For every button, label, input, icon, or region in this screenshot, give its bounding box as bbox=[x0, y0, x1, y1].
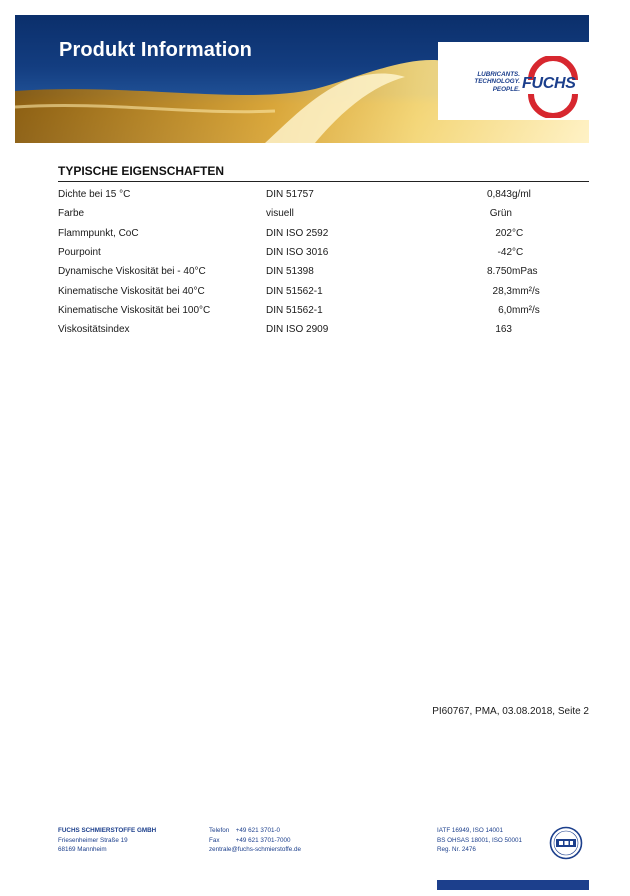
test-method: DIN 51562-1 bbox=[266, 304, 323, 316]
test-method: DIN 51757 bbox=[266, 189, 314, 201]
test-method: DIN ISO 3016 bbox=[266, 247, 329, 259]
page-reference: PI60767, PMA, 03.08.2018, Seite 2 bbox=[432, 706, 589, 717]
company-name: FUCHS SCHMIERSTOFFE GMBH bbox=[58, 827, 157, 834]
street: Friesenheimer Straße 19 bbox=[58, 836, 128, 844]
table-row bbox=[58, 185, 589, 204]
property-name: Kinematische Viskosität bei 100°C bbox=[58, 304, 211, 316]
properties-table bbox=[58, 185, 589, 339]
email-link[interactable]: zentrale@fuchs-schmierstoffe.de bbox=[209, 846, 302, 854]
brand-name: FUCHS bbox=[522, 75, 576, 92]
table-row bbox=[58, 281, 589, 300]
footer-address bbox=[58, 826, 156, 855]
table-row bbox=[58, 320, 589, 339]
property-name: Farbe bbox=[58, 208, 85, 220]
logo-tagline: LUBRICANTS. TECHNOLOGY. PEOPLE. bbox=[474, 71, 520, 93]
test-method: DIN ISO 2592 bbox=[266, 227, 329, 239]
property-value: 8.750 bbox=[486, 266, 512, 278]
table-row bbox=[58, 301, 589, 320]
cert-line: Reg. Nr. 2476 bbox=[437, 846, 476, 854]
footer-contact bbox=[209, 826, 301, 855]
property-name: Viskositätsindex bbox=[58, 324, 130, 336]
property-unit bbox=[512, 204, 589, 223]
test-method: visuell bbox=[266, 208, 294, 220]
test-method: DIN 51398 bbox=[266, 266, 314, 278]
property-name: Kinematische Viskosität bei 40°C bbox=[58, 285, 205, 297]
property-value: 163 bbox=[495, 324, 512, 336]
footer-accent-bar bbox=[437, 880, 589, 890]
property-unit: mm²/s bbox=[512, 304, 540, 316]
property-unit: g/ml bbox=[512, 189, 531, 201]
property-name: Dynamische Viskosität bei - 40°C bbox=[58, 266, 206, 278]
property-name: Dichte bei 15 °C bbox=[58, 189, 131, 201]
test-method: DIN ISO 2909 bbox=[266, 324, 329, 336]
property-value: -42 bbox=[497, 247, 512, 259]
section-title: TYPISCHE EIGENSCHAFTEN bbox=[58, 164, 225, 178]
property-unit: mm²/s bbox=[512, 285, 540, 297]
fax-number: +49 621 3701-7000 bbox=[235, 836, 291, 844]
property-value: 0,843 bbox=[486, 189, 512, 201]
page-title: Produkt Information bbox=[59, 39, 253, 61]
property-unit bbox=[512, 320, 589, 339]
phone-label: Telefon bbox=[209, 827, 230, 834]
property-unit: °C bbox=[512, 247, 524, 259]
test-method: DIN 51562-1 bbox=[266, 285, 323, 297]
property-value: 6,0 bbox=[498, 304, 512, 316]
table-row bbox=[58, 224, 589, 243]
property-name: Flammpunkt, CoC bbox=[58, 227, 139, 239]
property-unit: mPas bbox=[512, 266, 538, 278]
cert-line: IATF 16949, ISO 14001 bbox=[437, 827, 504, 834]
property-name: Pourpoint bbox=[58, 247, 101, 259]
fax-label: Fax bbox=[209, 836, 220, 844]
property-unit: °C bbox=[512, 227, 524, 239]
header-banner bbox=[15, 15, 589, 143]
city: 68169 Mannheim bbox=[58, 846, 107, 854]
footer-certifications bbox=[437, 826, 522, 855]
table-row bbox=[58, 262, 589, 281]
phone-number: +49 621 3701-0 bbox=[235, 827, 281, 834]
property-value: 28,3 bbox=[492, 285, 512, 297]
dqs-certification-icon bbox=[549, 826, 583, 860]
cert-line: BS OHSAS 18001, ISO 50001 bbox=[437, 836, 523, 844]
property-value: 202 bbox=[495, 227, 512, 239]
table-row bbox=[58, 243, 589, 262]
fuchs-logo bbox=[438, 42, 589, 120]
section-divider bbox=[58, 181, 589, 182]
property-value: Grün bbox=[489, 208, 512, 220]
table-row bbox=[58, 204, 589, 223]
